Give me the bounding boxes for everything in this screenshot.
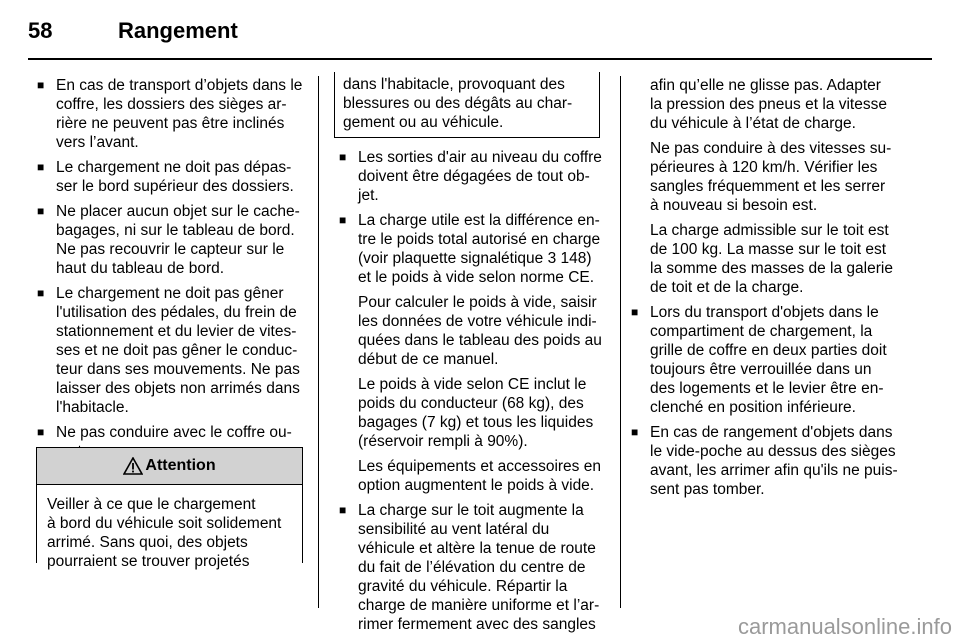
bullet-item xyxy=(338,211,610,287)
text-line: du fait de l’élévation du centre de xyxy=(358,559,586,576)
column-divider-right xyxy=(620,76,621,608)
text-line: avant, les arrimer afin qu'ils ne puis- xyxy=(650,462,898,479)
bullet-item xyxy=(36,158,308,196)
paragraph xyxy=(630,221,930,297)
text-line: ■ Le chargement ne doit pas dépas- xyxy=(56,159,292,176)
attention-body xyxy=(37,485,302,571)
page-title: Rangement xyxy=(118,18,238,43)
bullet-item xyxy=(630,423,930,499)
paragraph xyxy=(630,76,930,133)
text-line: de toit et de la charge. xyxy=(650,279,804,296)
paragraph xyxy=(338,375,610,451)
text-line: périeures à 120 km/h. Vérifier les xyxy=(650,159,878,176)
text-line: compartiment de chargement, la xyxy=(650,323,873,340)
text-line: et le poids à vide selon norme CE. xyxy=(358,269,595,286)
text-line: haut du tableau de bord. xyxy=(56,260,225,277)
text-line: à nouveau si besoin est. xyxy=(650,197,818,214)
column-divider-left xyxy=(318,76,319,608)
page-number: 58 xyxy=(28,18,53,43)
text-line: gravité du véhicule. Répartir la xyxy=(358,578,568,595)
column-1 xyxy=(36,76,308,467)
text-line: la pression des pneus et la vitesse xyxy=(650,96,887,113)
paragraph xyxy=(338,457,610,495)
text-line: charge de manière uniforme et l’ar- xyxy=(358,597,600,614)
text-line: les données de votre véhicule indi- xyxy=(358,313,597,330)
text-line: à bord du véhicule soit solidement xyxy=(47,515,282,532)
bullet-item xyxy=(36,284,308,417)
text-line: (voir plaquette signalétique 3 148) xyxy=(358,250,592,267)
text-line: ■ La charge sur le toit augmente la xyxy=(358,502,584,519)
paragraph xyxy=(630,139,930,215)
text-line: ■ Les sorties d'air au niveau du coffre xyxy=(358,149,602,166)
text-line: laisser des objets non arrimés dans xyxy=(56,380,300,397)
text-line: Veiller à ce que le chargement xyxy=(47,496,256,513)
watermark: carmanualsonline.info xyxy=(737,614,952,639)
text-line: ■ Lors du transport d'objets dans le xyxy=(650,304,879,321)
bullet-item xyxy=(36,76,308,152)
text-line: ■ Ne pas conduire avec le coffre ou- xyxy=(56,424,292,441)
text-line: poids du conducteur (68 kg), des xyxy=(358,395,584,412)
text-line: l'utilisation des pédales, du frein de xyxy=(56,304,297,321)
text-line: tre le poids total autorisé en charge xyxy=(358,231,601,248)
text-line: afin qu’elle ne glisse pas. Adapter xyxy=(650,77,881,94)
text-line: jet. xyxy=(358,187,379,204)
text-line: véhicule et altère la tenue de route xyxy=(358,540,596,557)
text-line: arrimé. Sans quoi, des objets xyxy=(47,534,248,551)
text-line: ■ Ne placer aucun objet sur le cache- xyxy=(56,203,300,220)
text-line: clenché en position inférieure. xyxy=(650,399,856,416)
text-line: le vide-poche au dessus des sièges xyxy=(650,443,896,460)
attention-continuation-box xyxy=(334,72,600,138)
text-line: des logements et le levier être en- xyxy=(650,380,884,397)
text-line: Le poids à vide selon CE inclut le xyxy=(358,376,587,393)
attention-title: Attention xyxy=(145,457,216,474)
text-line: ■ En cas de transport d’objets dans le xyxy=(56,77,303,94)
text-line: Les équipements et accessoires en xyxy=(358,458,601,475)
text-line: de 100 kg. La masse sur le toit est xyxy=(650,241,887,258)
text-line: rimer fermement avec des sangles xyxy=(358,616,596,633)
text-line: Ne pas conduire à des vitesses su- xyxy=(650,140,892,157)
text-line: gement ou au véhicule. xyxy=(343,114,504,131)
text-line: l'habitacle. xyxy=(56,399,129,416)
bullet-item xyxy=(338,501,610,634)
text-line: toujours être verrouillée dans un xyxy=(650,361,872,378)
bullet-item xyxy=(338,148,610,205)
text-line: teur dans ses mouvements. Ne pas xyxy=(56,361,300,378)
text-line: ses et ne doit pas gêner le conduc- xyxy=(56,342,298,359)
text-line: ■ La charge utile est la différence en- xyxy=(358,212,600,229)
warning-triangle-icon xyxy=(123,457,143,475)
text-line: ■ En cas de rangement d'objets dans xyxy=(650,424,893,441)
text-line: sangles fréquemment et les serrer xyxy=(650,178,886,195)
attention-header xyxy=(37,448,302,485)
text-line: ser le bord supérieur des dossiers. xyxy=(56,178,294,195)
text-line: pourraient se trouver projetés xyxy=(47,553,250,570)
text-line: sensibilité au vent latéral du xyxy=(358,521,550,538)
bullet-item xyxy=(630,303,930,417)
text-line: blessures ou des dégâts au char- xyxy=(343,95,573,112)
text-line: grille de coffre en deux parties doit xyxy=(650,342,887,359)
text-line: vers l’avant. xyxy=(56,134,139,151)
text-line: doivent être dégagées de tout ob- xyxy=(358,168,590,185)
paragraph xyxy=(338,293,610,369)
text-line: stationnement et du levier de vites- xyxy=(56,323,297,340)
column-3 xyxy=(630,76,930,505)
text-line: bagages, ni sur le tableau de bord. xyxy=(56,222,295,239)
text-line: coffre, les dossiers des sièges ar- xyxy=(56,96,287,113)
text-line: Ne pas recouvrir le capteur sur le xyxy=(56,241,285,258)
text-line: rière ne peuvent pas être inclinés xyxy=(56,115,285,132)
column-2 xyxy=(338,148,610,640)
text-line: La charge admissible sur le toit est xyxy=(650,222,889,239)
text-line: (réservoir rempli à 90%). xyxy=(358,433,528,450)
text-line: dans l'habitacle, provoquant des xyxy=(343,76,565,93)
text-line: début de ce manuel. xyxy=(358,351,499,368)
text-line: la somme des masses de la galerie xyxy=(650,260,893,277)
attention-box xyxy=(36,447,303,570)
text-line: bagages (7 kg) et tous les liquides xyxy=(358,414,594,431)
text-line: sent pas tomber. xyxy=(650,481,765,498)
text-line: ■ Le chargement ne doit pas gêner xyxy=(56,285,284,302)
text-line: quées dans le tableau des poids au xyxy=(358,332,602,349)
text-line: Pour calculer le poids à vide, saisir xyxy=(358,294,597,311)
header-rule xyxy=(28,58,932,60)
text-line: option augmentent le poids à vide. xyxy=(358,477,595,494)
text-line: du véhicule à l’état de charge. xyxy=(650,115,856,132)
bullet-item xyxy=(36,202,308,278)
